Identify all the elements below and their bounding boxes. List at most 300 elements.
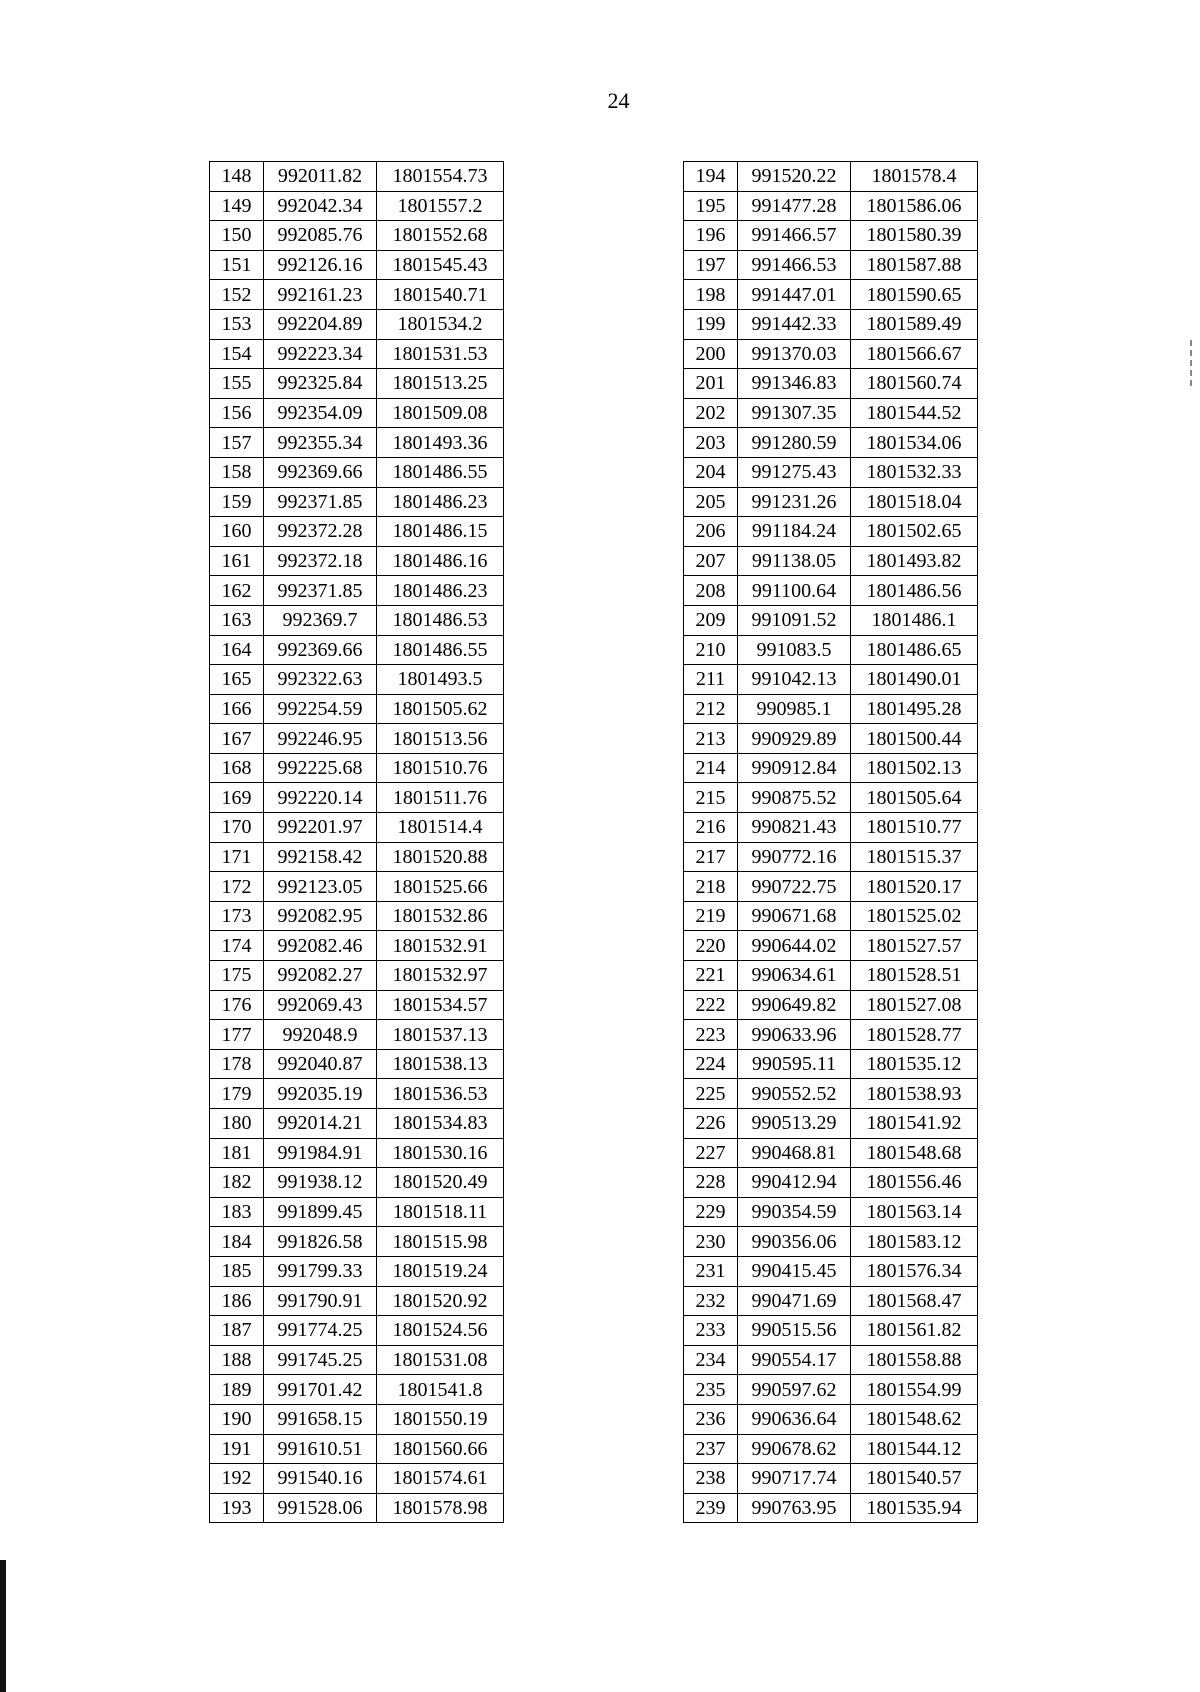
x-coordinate-cell: 991138.05	[738, 546, 851, 576]
table-row	[210, 428, 504, 458]
x-coordinate-cell: 990554.17	[738, 1345, 851, 1375]
y-coordinate-cell: 1801536.53	[377, 1079, 504, 1109]
table-row	[210, 250, 504, 280]
point-number-cell: 218	[684, 872, 738, 902]
point-number-cell: 152	[210, 280, 264, 310]
x-coordinate-cell: 991938.12	[264, 1168, 377, 1198]
table-row	[684, 901, 978, 931]
table-row	[684, 1464, 978, 1494]
x-coordinate-cell: 991790.91	[264, 1286, 377, 1316]
table-row	[210, 1168, 504, 1198]
x-coordinate-cell: 990356.06	[738, 1227, 851, 1257]
x-coordinate-cell: 992011.82	[264, 162, 377, 192]
table-row	[684, 191, 978, 221]
point-number-cell: 154	[210, 339, 264, 369]
table-row	[210, 1049, 504, 1079]
y-coordinate-cell: 1801502.13	[851, 753, 978, 783]
y-coordinate-cell: 1801531.08	[377, 1345, 504, 1375]
table-row	[684, 162, 978, 192]
table-row	[684, 724, 978, 754]
point-number-cell: 238	[684, 1464, 738, 1494]
x-coordinate-cell: 991447.01	[738, 280, 851, 310]
x-coordinate-cell: 991346.83	[738, 369, 851, 399]
y-coordinate-cell: 1801500.44	[851, 724, 978, 754]
point-number-cell: 232	[684, 1286, 738, 1316]
point-number-cell: 156	[210, 398, 264, 428]
x-coordinate-cell: 992322.63	[264, 665, 377, 695]
table-row	[684, 457, 978, 487]
y-coordinate-cell: 1801548.68	[851, 1138, 978, 1168]
table-row	[684, 1316, 978, 1346]
table-row	[684, 369, 978, 399]
point-number-cell: 178	[210, 1049, 264, 1079]
point-number-cell: 200	[684, 339, 738, 369]
x-coordinate-cell: 992082.46	[264, 931, 377, 961]
y-coordinate-cell: 1801566.67	[851, 339, 978, 369]
y-coordinate-cell: 1801540.71	[377, 280, 504, 310]
y-coordinate-cell: 1801519.24	[377, 1256, 504, 1286]
x-coordinate-cell: 992355.34	[264, 428, 377, 458]
table-row	[684, 635, 978, 665]
table-row	[684, 783, 978, 813]
table-row	[210, 1079, 504, 1109]
point-number-cell: 181	[210, 1138, 264, 1168]
point-number-cell: 223	[684, 1020, 738, 1050]
y-coordinate-cell: 1801560.66	[377, 1434, 504, 1464]
x-coordinate-cell: 991184.24	[738, 517, 851, 547]
y-coordinate-cell: 1801563.14	[851, 1197, 978, 1227]
table-row	[684, 428, 978, 458]
table-row	[684, 961, 978, 991]
y-coordinate-cell: 1801486.55	[377, 635, 504, 665]
table-row	[210, 783, 504, 813]
table-row	[684, 280, 978, 310]
y-coordinate-cell: 1801574.61	[377, 1464, 504, 1494]
x-coordinate-cell: 991370.03	[738, 339, 851, 369]
table-row	[684, 221, 978, 251]
y-coordinate-cell: 1801528.77	[851, 1020, 978, 1050]
x-coordinate-cell: 991540.16	[264, 1464, 377, 1494]
table-row	[210, 1109, 504, 1139]
y-coordinate-cell: 1801545.43	[377, 250, 504, 280]
x-coordinate-cell: 992035.19	[264, 1079, 377, 1109]
y-coordinate-cell: 1801544.52	[851, 398, 978, 428]
x-coordinate-cell: 990597.62	[738, 1375, 851, 1405]
point-number-cell: 234	[684, 1345, 738, 1375]
table-row	[684, 665, 978, 695]
x-coordinate-cell: 991745.25	[264, 1345, 377, 1375]
y-coordinate-cell: 1801527.08	[851, 990, 978, 1020]
table-row	[210, 221, 504, 251]
table-row	[210, 1493, 504, 1523]
point-number-cell: 195	[684, 191, 738, 221]
table-row	[684, 931, 978, 961]
table-row	[684, 1020, 978, 1050]
point-number-cell: 210	[684, 635, 738, 665]
table-row	[210, 872, 504, 902]
x-coordinate-cell: 990644.02	[738, 931, 851, 961]
x-coordinate-cell: 992372.28	[264, 517, 377, 547]
table-row	[684, 1286, 978, 1316]
x-coordinate-cell: 992325.84	[264, 369, 377, 399]
x-coordinate-cell: 990634.61	[738, 961, 851, 991]
y-coordinate-cell: 1801520.49	[377, 1168, 504, 1198]
x-coordinate-cell: 991984.91	[264, 1138, 377, 1168]
y-coordinate-cell: 1801554.99	[851, 1375, 978, 1405]
point-number-cell: 220	[684, 931, 738, 961]
x-coordinate-cell: 992246.95	[264, 724, 377, 754]
table-row	[210, 961, 504, 991]
x-coordinate-cell: 991610.51	[264, 1434, 377, 1464]
point-number-cell: 184	[210, 1227, 264, 1257]
point-number-cell: 174	[210, 931, 264, 961]
x-coordinate-cell: 990929.89	[738, 724, 851, 754]
table-row	[210, 309, 504, 339]
table-row	[210, 1197, 504, 1227]
x-coordinate-cell: 992123.05	[264, 872, 377, 902]
x-coordinate-cell: 992223.34	[264, 339, 377, 369]
point-number-cell: 215	[684, 783, 738, 813]
point-number-cell: 231	[684, 1256, 738, 1286]
table-row	[684, 990, 978, 1020]
point-number-cell: 185	[210, 1256, 264, 1286]
y-coordinate-cell: 1801518.04	[851, 487, 978, 517]
table-row	[684, 1493, 978, 1523]
x-coordinate-cell: 990636.64	[738, 1404, 851, 1434]
point-number-cell: 188	[210, 1345, 264, 1375]
y-coordinate-cell: 1801514.4	[377, 813, 504, 843]
table-row	[684, 1345, 978, 1375]
y-coordinate-cell: 1801486.56	[851, 576, 978, 606]
x-coordinate-cell: 992369.66	[264, 635, 377, 665]
y-coordinate-cell: 1801532.91	[377, 931, 504, 961]
x-coordinate-cell: 990985.1	[738, 694, 851, 724]
point-number-cell: 226	[684, 1109, 738, 1139]
point-number-cell: 159	[210, 487, 264, 517]
point-number-cell: 148	[210, 162, 264, 192]
binding-edge	[0, 1560, 6, 1692]
point-number-cell: 237	[684, 1434, 738, 1464]
point-number-cell: 209	[684, 605, 738, 635]
table-row	[684, 339, 978, 369]
x-coordinate-cell: 992158.42	[264, 842, 377, 872]
y-coordinate-cell: 1801534.2	[377, 309, 504, 339]
table-row	[210, 1020, 504, 1050]
table-row	[210, 990, 504, 1020]
y-coordinate-cell: 1801518.11	[377, 1197, 504, 1227]
x-coordinate-cell: 992048.9	[264, 1020, 377, 1050]
x-coordinate-cell: 990821.43	[738, 813, 851, 843]
y-coordinate-cell: 1801532.33	[851, 457, 978, 487]
x-coordinate-cell: 991774.25	[264, 1316, 377, 1346]
y-coordinate-cell: 1801550.19	[377, 1404, 504, 1434]
y-coordinate-cell: 1801556.46	[851, 1168, 978, 1198]
table-row	[210, 1464, 504, 1494]
point-number-cell: 163	[210, 605, 264, 635]
table-row	[684, 842, 978, 872]
x-coordinate-cell: 992204.89	[264, 309, 377, 339]
table-row	[684, 813, 978, 843]
y-coordinate-cell: 1801486.65	[851, 635, 978, 665]
y-coordinate-cell: 1801520.17	[851, 872, 978, 902]
y-coordinate-cell: 1801586.06	[851, 191, 978, 221]
y-coordinate-cell: 1801490.01	[851, 665, 978, 695]
point-number-cell: 196	[684, 221, 738, 251]
point-number-cell: 194	[684, 162, 738, 192]
point-number-cell: 193	[210, 1493, 264, 1523]
table-row	[210, 1316, 504, 1346]
point-number-cell: 230	[684, 1227, 738, 1257]
point-number-cell: 214	[684, 753, 738, 783]
table-row	[684, 546, 978, 576]
y-coordinate-cell: 1801580.39	[851, 221, 978, 251]
y-coordinate-cell: 1801530.16	[377, 1138, 504, 1168]
table-row	[684, 872, 978, 902]
x-coordinate-cell: 992220.14	[264, 783, 377, 813]
y-coordinate-cell: 1801541.92	[851, 1109, 978, 1139]
point-number-cell: 179	[210, 1079, 264, 1109]
table-row	[210, 280, 504, 310]
table-row	[684, 694, 978, 724]
table-row	[210, 546, 504, 576]
table-row	[684, 605, 978, 635]
coordinates-table-left	[209, 161, 504, 1523]
table-row	[684, 1404, 978, 1434]
y-coordinate-cell: 1801558.88	[851, 1345, 978, 1375]
y-coordinate-cell: 1801515.98	[377, 1227, 504, 1257]
table-row	[684, 309, 978, 339]
table-row	[210, 398, 504, 428]
point-number-cell: 201	[684, 369, 738, 399]
x-coordinate-cell: 990513.29	[738, 1109, 851, 1139]
x-coordinate-cell: 990671.68	[738, 901, 851, 931]
point-number-cell: 212	[684, 694, 738, 724]
y-coordinate-cell: 1801502.65	[851, 517, 978, 547]
y-coordinate-cell: 1801589.49	[851, 309, 978, 339]
y-coordinate-cell: 1801486.55	[377, 457, 504, 487]
point-number-cell: 177	[210, 1020, 264, 1050]
x-coordinate-cell: 991083.5	[738, 635, 851, 665]
y-coordinate-cell: 1801583.12	[851, 1227, 978, 1257]
point-number-cell: 169	[210, 783, 264, 813]
x-coordinate-cell: 991307.35	[738, 398, 851, 428]
x-coordinate-cell: 991826.58	[264, 1227, 377, 1257]
x-coordinate-cell: 991466.57	[738, 221, 851, 251]
table-row	[210, 931, 504, 961]
x-coordinate-cell: 992225.68	[264, 753, 377, 783]
y-coordinate-cell: 1801568.47	[851, 1286, 978, 1316]
y-coordinate-cell: 1801540.57	[851, 1464, 978, 1494]
x-coordinate-cell: 990633.96	[738, 1020, 851, 1050]
y-coordinate-cell: 1801509.08	[377, 398, 504, 428]
x-coordinate-cell: 991100.64	[738, 576, 851, 606]
point-number-cell: 192	[210, 1464, 264, 1494]
point-number-cell: 227	[684, 1138, 738, 1168]
point-number-cell: 170	[210, 813, 264, 843]
x-coordinate-cell: 992254.59	[264, 694, 377, 724]
y-coordinate-cell: 1801548.62	[851, 1404, 978, 1434]
point-number-cell: 175	[210, 961, 264, 991]
x-coordinate-cell: 990875.52	[738, 783, 851, 813]
x-coordinate-cell: 992371.85	[264, 487, 377, 517]
y-coordinate-cell: 1801557.2	[377, 191, 504, 221]
y-coordinate-cell: 1801486.23	[377, 487, 504, 517]
table-row	[684, 1434, 978, 1464]
point-number-cell: 166	[210, 694, 264, 724]
point-number-cell: 213	[684, 724, 738, 754]
y-coordinate-cell: 1801493.82	[851, 546, 978, 576]
point-number-cell: 182	[210, 1168, 264, 1198]
table-row	[210, 665, 504, 695]
y-coordinate-cell: 1801538.93	[851, 1079, 978, 1109]
y-coordinate-cell: 1801534.06	[851, 428, 978, 458]
table-row	[684, 1256, 978, 1286]
point-number-cell: 197	[684, 250, 738, 280]
point-number-cell: 171	[210, 842, 264, 872]
table-row	[210, 842, 504, 872]
point-number-cell: 208	[684, 576, 738, 606]
y-coordinate-cell: 1801552.68	[377, 221, 504, 251]
point-number-cell: 198	[684, 280, 738, 310]
y-coordinate-cell: 1801486.53	[377, 605, 504, 635]
table-row	[210, 1256, 504, 1286]
point-number-cell: 158	[210, 457, 264, 487]
x-coordinate-cell: 990552.52	[738, 1079, 851, 1109]
point-number-cell: 221	[684, 961, 738, 991]
y-coordinate-cell: 1801505.62	[377, 694, 504, 724]
x-coordinate-cell: 991899.45	[264, 1197, 377, 1227]
table-row	[210, 813, 504, 843]
y-coordinate-cell: 1801525.02	[851, 901, 978, 931]
y-coordinate-cell: 1801531.53	[377, 339, 504, 369]
y-coordinate-cell: 1801538.13	[377, 1049, 504, 1079]
table-row	[210, 605, 504, 635]
y-coordinate-cell: 1801534.57	[377, 990, 504, 1020]
x-coordinate-cell: 990772.16	[738, 842, 851, 872]
x-coordinate-cell: 990412.94	[738, 1168, 851, 1198]
x-coordinate-cell: 990649.82	[738, 990, 851, 1020]
table-row	[210, 1434, 504, 1464]
table-row	[684, 250, 978, 280]
table-row	[684, 1079, 978, 1109]
y-coordinate-cell: 1801524.56	[377, 1316, 504, 1346]
table-row	[210, 694, 504, 724]
y-coordinate-cell: 1801561.82	[851, 1316, 978, 1346]
table-row	[210, 487, 504, 517]
point-number-cell: 204	[684, 457, 738, 487]
table-row	[210, 1286, 504, 1316]
y-coordinate-cell: 1801486.15	[377, 517, 504, 547]
x-coordinate-cell: 990515.56	[738, 1316, 851, 1346]
table-row	[684, 1109, 978, 1139]
point-number-cell: 229	[684, 1197, 738, 1227]
point-number-cell: 164	[210, 635, 264, 665]
point-number-cell: 162	[210, 576, 264, 606]
table-row	[210, 457, 504, 487]
x-coordinate-cell: 991275.43	[738, 457, 851, 487]
y-coordinate-cell: 1801528.51	[851, 961, 978, 991]
y-coordinate-cell: 1801493.36	[377, 428, 504, 458]
table-row	[210, 517, 504, 547]
table-row	[210, 901, 504, 931]
x-coordinate-cell: 990354.59	[738, 1197, 851, 1227]
y-coordinate-cell: 1801554.73	[377, 162, 504, 192]
x-coordinate-cell: 990912.84	[738, 753, 851, 783]
table-row	[210, 162, 504, 192]
table-row	[210, 191, 504, 221]
x-coordinate-cell: 990678.62	[738, 1434, 851, 1464]
table-row	[210, 1227, 504, 1257]
point-number-cell: 191	[210, 1434, 264, 1464]
table-row	[684, 1168, 978, 1198]
y-coordinate-cell: 1801525.66	[377, 872, 504, 902]
table-row	[684, 576, 978, 606]
y-coordinate-cell: 1801486.1	[851, 605, 978, 635]
point-number-cell: 150	[210, 221, 264, 251]
y-coordinate-cell: 1801495.28	[851, 694, 978, 724]
point-number-cell: 157	[210, 428, 264, 458]
y-coordinate-cell: 1801535.12	[851, 1049, 978, 1079]
point-number-cell: 206	[684, 517, 738, 547]
y-coordinate-cell: 1801493.5	[377, 665, 504, 695]
x-coordinate-cell: 992354.09	[264, 398, 377, 428]
point-number-cell: 222	[684, 990, 738, 1020]
x-coordinate-cell: 990471.69	[738, 1286, 851, 1316]
table-row	[210, 576, 504, 606]
table-row	[210, 1345, 504, 1375]
x-coordinate-cell: 991280.59	[738, 428, 851, 458]
x-coordinate-cell: 992082.95	[264, 901, 377, 931]
table-row	[210, 1138, 504, 1168]
y-coordinate-cell: 1801578.98	[377, 1493, 504, 1523]
point-number-cell: 203	[684, 428, 738, 458]
table-row	[684, 1227, 978, 1257]
y-coordinate-cell: 1801576.34	[851, 1256, 978, 1286]
point-number-cell: 189	[210, 1375, 264, 1405]
table-row	[210, 753, 504, 783]
point-number-cell: 239	[684, 1493, 738, 1523]
table-row	[684, 753, 978, 783]
y-coordinate-cell: 1801511.76	[377, 783, 504, 813]
table-row	[210, 635, 504, 665]
x-coordinate-cell: 992042.34	[264, 191, 377, 221]
x-coordinate-cell: 992201.97	[264, 813, 377, 843]
point-number-cell: 160	[210, 517, 264, 547]
x-coordinate-cell: 991658.15	[264, 1404, 377, 1434]
point-number-cell: 190	[210, 1404, 264, 1434]
x-coordinate-cell: 990468.81	[738, 1138, 851, 1168]
y-coordinate-cell: 1801513.25	[377, 369, 504, 399]
table-row	[210, 369, 504, 399]
y-coordinate-cell: 1801544.12	[851, 1434, 978, 1464]
x-coordinate-cell: 990722.75	[738, 872, 851, 902]
table-row	[684, 398, 978, 428]
point-number-cell: 151	[210, 250, 264, 280]
x-coordinate-cell: 992040.87	[264, 1049, 377, 1079]
point-number-cell: 202	[684, 398, 738, 428]
y-coordinate-cell: 1801590.65	[851, 280, 978, 310]
point-number-cell: 207	[684, 546, 738, 576]
table-row	[684, 517, 978, 547]
x-coordinate-cell: 992369.7	[264, 605, 377, 635]
x-coordinate-cell: 992069.43	[264, 990, 377, 1020]
y-coordinate-cell: 1801505.64	[851, 783, 978, 813]
x-coordinate-cell: 991466.53	[738, 250, 851, 280]
y-coordinate-cell: 1801527.57	[851, 931, 978, 961]
point-number-cell: 233	[684, 1316, 738, 1346]
x-coordinate-cell: 991528.06	[264, 1493, 377, 1523]
point-number-cell: 228	[684, 1168, 738, 1198]
